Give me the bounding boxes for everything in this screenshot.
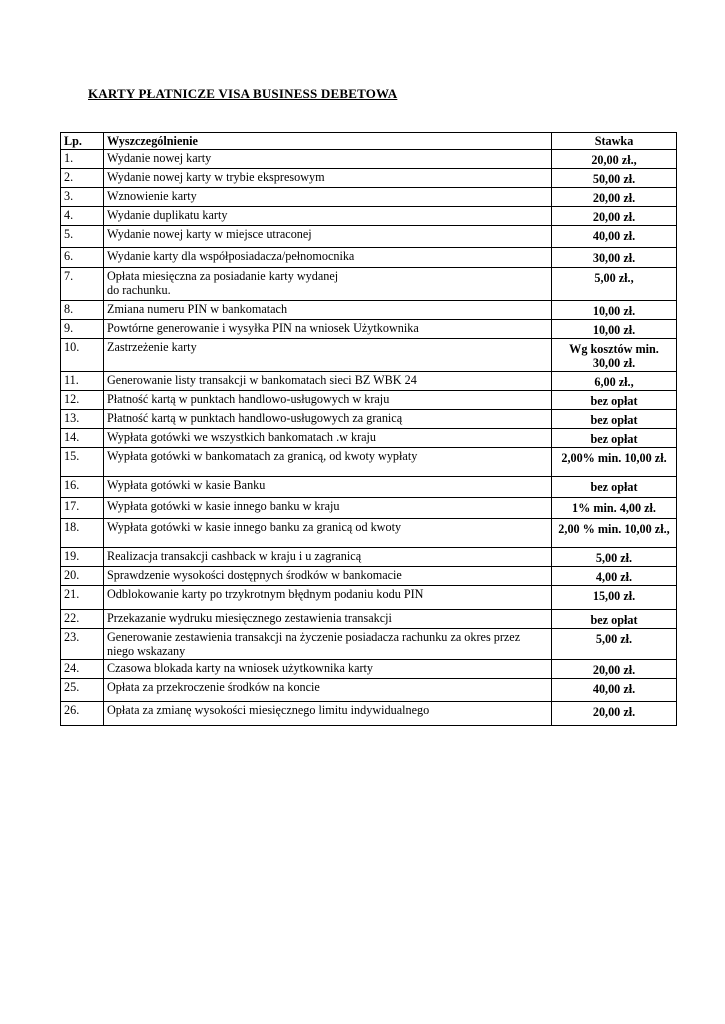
row-description: Wznowienie karty <box>104 188 552 207</box>
row-rate: 1% min. 4,00 zł. <box>552 498 677 519</box>
row-description: Powtórne generowanie i wysyłka PIN na wniosek Użytkownika <box>104 320 552 339</box>
table-row <box>61 548 677 567</box>
row-number: 23. <box>61 629 104 660</box>
row-rate: 20,00 zł. <box>552 188 677 207</box>
row-rate: 20,00 zł. <box>552 702 677 726</box>
table-row <box>61 391 677 410</box>
table-row <box>61 207 677 226</box>
row-number: 15. <box>61 448 104 477</box>
row-description: Wypłata gotówki w kasie innego banku za granicą od kwoty <box>104 519 552 548</box>
row-rate: 5,00 zł. <box>552 629 677 660</box>
table-row <box>61 410 677 429</box>
table-row <box>61 519 677 548</box>
row-number: 6. <box>61 248 104 268</box>
table-row <box>61 477 677 498</box>
table-row <box>61 660 677 679</box>
row-number: 10. <box>61 339 104 372</box>
row-rate: bez opłat <box>552 610 677 629</box>
row-number: 12. <box>61 391 104 410</box>
row-description: Wydanie nowej karty <box>104 150 552 169</box>
row-rate: 40,00 zł. <box>552 679 677 702</box>
table-row <box>61 586 677 610</box>
row-description: Płatność kartą w punktach handlowo-usługowych za granicą <box>104 410 552 429</box>
row-rate: bez opłat <box>552 391 677 410</box>
table-row <box>61 248 677 268</box>
row-number: 8. <box>61 301 104 320</box>
row-description: Wypłata gotówki w kasie Banku <box>104 477 552 498</box>
row-number: 2. <box>61 169 104 188</box>
row-rate: bez opłat <box>552 410 677 429</box>
table-row <box>61 150 677 169</box>
row-description: Realizacja transakcji cashback w kraju i u zagranicą <box>104 548 552 567</box>
table-row <box>61 448 677 477</box>
row-description: Wydanie karty dla współposiadacza/pełnomocnika <box>104 248 552 268</box>
row-number: 7. <box>61 268 104 301</box>
table-row <box>61 339 677 372</box>
row-rate: 10,00 zł. <box>552 301 677 320</box>
row-rate: 5,00 zł., <box>552 268 677 301</box>
row-description: Wypłata gotówki we wszystkich bankomatach .w kraju <box>104 429 552 448</box>
row-rate: 30,00 zł. <box>552 248 677 268</box>
row-description: Czasowa blokada karty na wniosek użytkownika karty <box>104 660 552 679</box>
row-number: 1. <box>61 150 104 169</box>
table-row <box>61 268 677 301</box>
row-description: Odblokowanie karty po trzykrotnym błędnym podaniu kodu PIN <box>104 586 552 610</box>
row-rate: 20,00 zł. <box>552 207 677 226</box>
table-row <box>61 429 677 448</box>
row-rate: bez opłat <box>552 477 677 498</box>
row-rate: 2,00 % min. 10,00 zł., <box>552 519 677 548</box>
table-row <box>61 610 677 629</box>
table-row <box>61 567 677 586</box>
row-number: 16. <box>61 477 104 498</box>
table-row <box>61 702 677 726</box>
row-rate: 4,00 zł. <box>552 567 677 586</box>
row-number: 24. <box>61 660 104 679</box>
row-description: Wydanie duplikatu karty <box>104 207 552 226</box>
row-description: Generowanie listy transakcji w bankomatach sieci BZ WBK 24 <box>104 372 552 391</box>
row-rate: 20,00 zł., <box>552 150 677 169</box>
table-row <box>61 498 677 519</box>
table-row <box>61 169 677 188</box>
row-number: 20. <box>61 567 104 586</box>
row-rate: 5,00 zł. <box>552 548 677 567</box>
row-description: Przekazanie wydruku miesięcznego zestawienia transakcji <box>104 610 552 629</box>
table-row <box>61 188 677 207</box>
row-rate: bez opłat <box>552 429 677 448</box>
row-description: Zastrzeżenie karty <box>104 339 552 372</box>
header-rate: Stawka <box>552 133 677 150</box>
table-row <box>61 301 677 320</box>
row-description: Opłata za przekroczenie środków na koncie <box>104 679 552 702</box>
row-description: Wypłata gotówki w bankomatach za granicą, od kwoty wypłaty <box>104 448 552 477</box>
row-number: 3. <box>61 188 104 207</box>
row-description: Sprawdzenie wysokości dostępnych środków w bankomacie <box>104 567 552 586</box>
table-header-row <box>61 133 677 150</box>
row-number: 18. <box>61 519 104 548</box>
table-row <box>61 679 677 702</box>
row-rate: 15,00 zł. <box>552 586 677 610</box>
row-rate: 2,00% min. 10,00 zł. <box>552 448 677 477</box>
table-row <box>61 629 677 660</box>
row-number: 9. <box>61 320 104 339</box>
row-number: 26. <box>61 702 104 726</box>
row-description: Opłata miesięczna za posiadanie karty wydanej do rachunku. <box>104 268 552 301</box>
row-rate: Wg kosztów min. 30,00 zł. <box>552 339 677 372</box>
row-number: 11. <box>61 372 104 391</box>
row-number: 13. <box>61 410 104 429</box>
row-description: Wydanie nowej karty w trybie ekspresowym <box>104 169 552 188</box>
row-description: Wydanie nowej karty w miejsce utraconej <box>104 226 552 248</box>
table-body <box>61 150 677 726</box>
header-lp: Lp. <box>61 133 104 150</box>
row-description: Opłata za zmianę wysokości miesięcznego limitu indywidualnego <box>104 702 552 726</box>
row-number: 14. <box>61 429 104 448</box>
table-row <box>61 320 677 339</box>
row-description: Zmiana numeru PIN w bankomatach <box>104 301 552 320</box>
row-rate: 6,00 zł., <box>552 372 677 391</box>
row-description: Płatność kartą w punktach handlowo-usługowych w kraju <box>104 391 552 410</box>
fee-table <box>60 132 677 726</box>
row-number: 21. <box>61 586 104 610</box>
row-rate: 50,00 zł. <box>552 169 677 188</box>
row-number: 19. <box>61 548 104 567</box>
row-rate: 10,00 zł. <box>552 320 677 339</box>
header-description: Wyszczególnienie <box>104 133 552 150</box>
row-number: 17. <box>61 498 104 519</box>
table-row <box>61 226 677 248</box>
table-row <box>61 372 677 391</box>
row-number: 4. <box>61 207 104 226</box>
row-number: 5. <box>61 226 104 248</box>
row-description: Generowanie zestawienia transakcji na życzenie posiadacza rachunku za okres przez niego wskazany <box>104 629 552 660</box>
row-description: Wypłata gotówki w kasie innego banku w kraju <box>104 498 552 519</box>
row-rate: 40,00 zł. <box>552 226 677 248</box>
page-title: KARTY PŁATNICZE VISA BUSINESS DEBETOWA <box>88 86 398 101</box>
row-number: 25. <box>61 679 104 702</box>
row-number: 22. <box>61 610 104 629</box>
row-rate: 20,00 zł. <box>552 660 677 679</box>
